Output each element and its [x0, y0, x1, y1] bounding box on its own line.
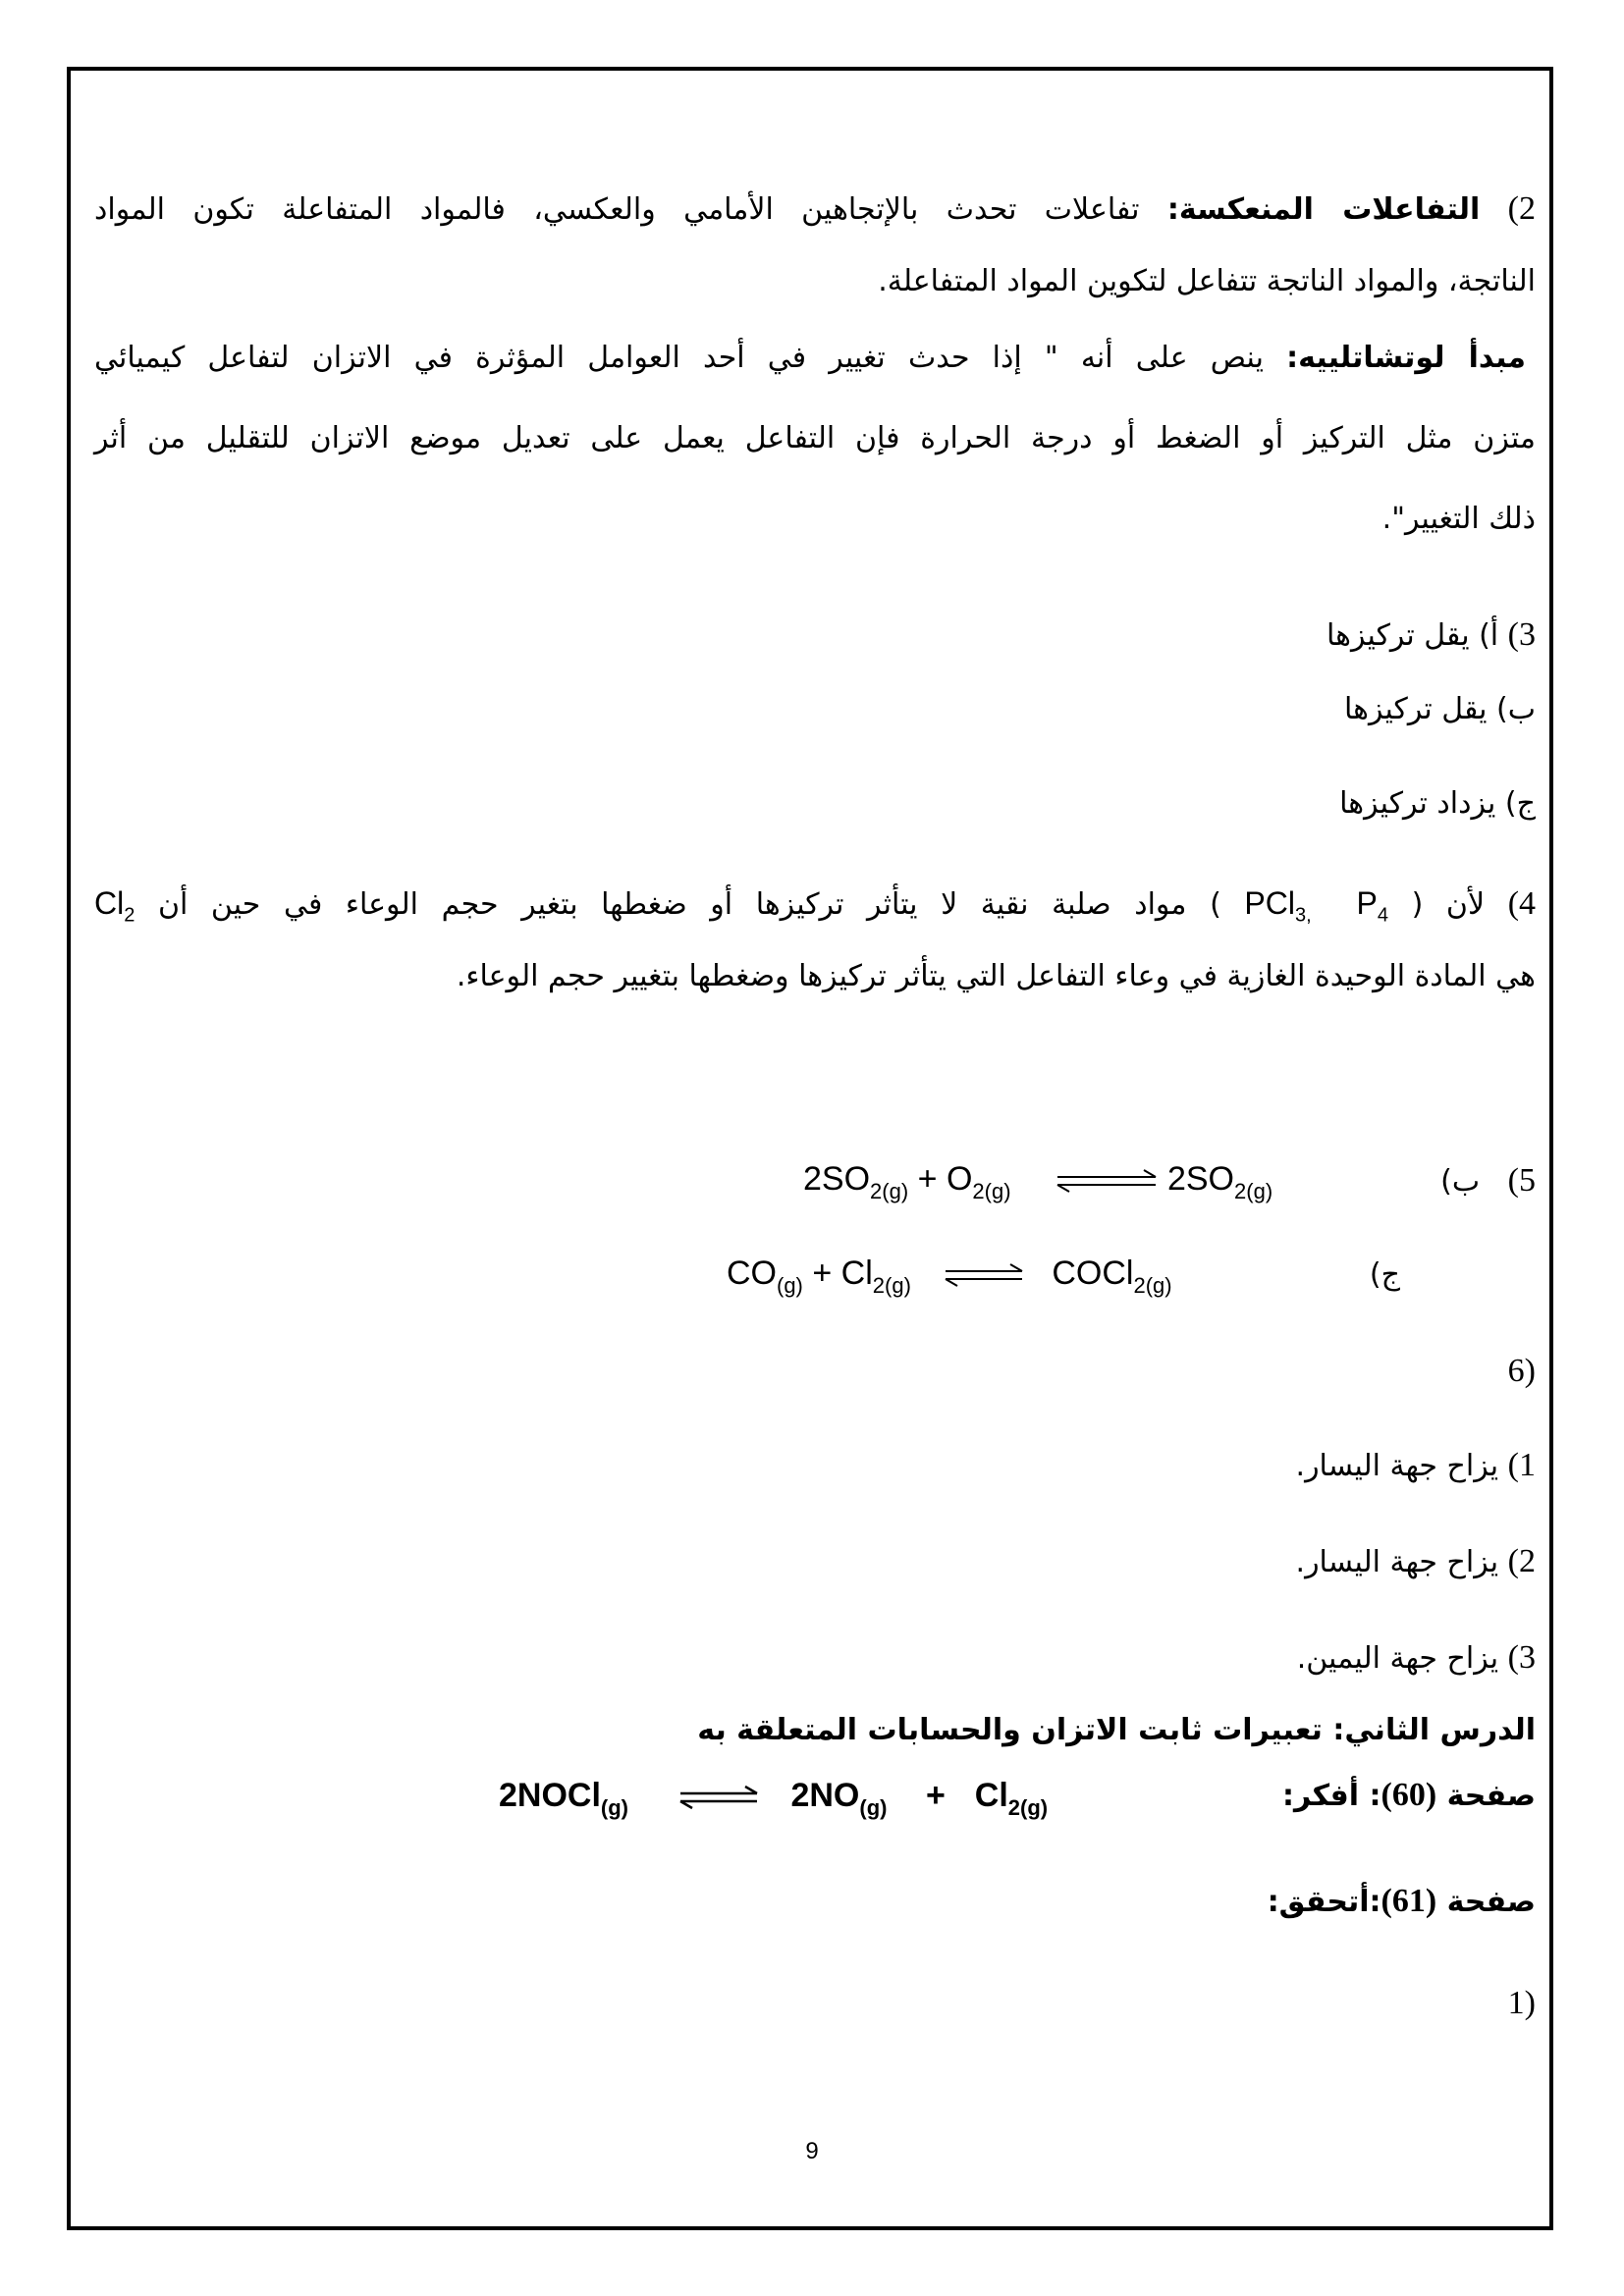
eq-product-2: Cl	[974, 1777, 1008, 1814]
lesson-2-title: الدرس الثاني: تعبيرات ثابت الاتزان والحسابات المتعلقة به	[697, 1713, 1536, 1747]
q3-a	[94, 618, 1536, 652]
q3-b: ب) يقل تركيزها	[1343, 692, 1536, 726]
eq-product-1-state: (g)	[859, 1795, 888, 1820]
principle-text-1: ينص على أنه " إذا حدث تغيير في أحد العوامل المؤثرة في الاتزان لتفاعل كيميائي	[94, 341, 1264, 375]
eq-reactant-2: O	[946, 1160, 973, 1198]
eq-product-1: COCl	[1052, 1255, 1134, 1292]
equilibrium-arrow-icon	[677, 1785, 761, 1810]
item-number: 4)	[1507, 885, 1537, 922]
eq-product-1-state: 2(g)	[1234, 1179, 1273, 1203]
formula-pcl-sub: 3,	[1294, 904, 1312, 927]
q6-item-1	[94, 1449, 1536, 1482]
q4-line-2: هي المادة الوحيدة الغازية في وعاء التفاعل التي يتأثر تركيزها وضغطها بتغيير حجم الوعاء.	[456, 959, 1536, 993]
item-number: 2)	[1507, 190, 1536, 227]
term-le-chatelier: مبدأ لوتشاتلييه:	[1286, 341, 1526, 375]
eq-reactant-1-state: (g)	[600, 1795, 629, 1820]
eq-reactant-2-state: 2(g)	[972, 1179, 1011, 1203]
formula-cl2	[94, 885, 135, 927]
q5-b-label	[1355, 1164, 1536, 1198]
equilibrium-arrow-icon	[942, 1262, 1026, 1288]
reversible-reactions-line-1	[94, 192, 1536, 226]
eq-reactant-2-state: 2(g)	[872, 1273, 911, 1298]
formula-p: P	[1356, 885, 1378, 921]
item-number: 5)	[1507, 1162, 1536, 1199]
q4-mid: ) مواد صلبة نقية لا يتأثر تركيزها أو ضغطها بتغير حجم الوعاء في حين أن	[157, 887, 1221, 922]
q4-line-1	[94, 887, 1536, 925]
eq-plus: +	[925, 1777, 946, 1814]
term-reversible-reactions: التفاعلات المنعكسة:	[1166, 192, 1481, 227]
eq-reactant-1-state: (g)	[777, 1273, 803, 1298]
eq-product-1: 2NO	[790, 1777, 860, 1814]
q6-item-2	[94, 1545, 1536, 1578]
formula-pcl: PCl	[1244, 885, 1295, 921]
page-60-number: (60)	[1380, 1777, 1437, 1813]
eq-plus: +	[812, 1255, 833, 1292]
q6-item-1-text: يزاح جهة اليسار.	[1295, 1449, 1499, 1483]
formula-cl: Cl	[94, 885, 125, 921]
principle-line-3: ذلك التغيير".	[1381, 502, 1536, 536]
formula-p-sub: 4	[1377, 904, 1389, 927]
q5-c-label: ج)	[1369, 1257, 1400, 1292]
eq-product-1-state: 2(g)	[1133, 1273, 1172, 1298]
principle-line-1	[94, 341, 1526, 375]
q6-label: (6	[1507, 1353, 1536, 1389]
item-number: 2)	[1507, 1543, 1536, 1579]
equation-cocl2	[727, 1255, 1172, 1298]
page-60-suffix: : أفكر:	[1282, 1779, 1381, 1813]
eq-product-1: 2SO	[1166, 1160, 1235, 1198]
eq-plus: +	[917, 1160, 938, 1198]
q6-item-3	[94, 1641, 1536, 1675]
item-number: 3)	[1507, 616, 1536, 653]
eq-reactant-1: 2NOCl	[499, 1777, 601, 1814]
page-61-number: (61)	[1380, 1883, 1437, 1919]
eq-reactant-1: CO	[727, 1255, 777, 1292]
page-61-item-1: (1	[1507, 1985, 1536, 2021]
item-number: 3)	[1507, 1639, 1536, 1676]
q5-b-letter: ب)	[1440, 1164, 1481, 1199]
reversible-reactions-line-2: الناتجة، والمواد الناتجة تتفاعل لتكوين المواد المتفاعلة.	[878, 264, 1536, 298]
q6-item-3-text: يزاح جهة اليمين.	[1296, 1641, 1499, 1676]
page-60-prefix: صفحة	[1446, 1779, 1536, 1813]
formula-p4-pcl3	[1244, 885, 1389, 927]
equation-so2	[803, 1160, 1273, 1203]
item-number: 1)	[1507, 1447, 1536, 1483]
definition-text: تفاعلات تحدث بالإتجاهين الأمامي والعكسي، فالمواد المتفاعلة تكون المواد	[94, 192, 1140, 227]
equilibrium-arrow-icon	[1054, 1168, 1162, 1194]
page-61-suffix: :أتحقق:	[1267, 1885, 1381, 1919]
q3-a-text: أ) يقل تركيزها	[1326, 618, 1499, 653]
page-number: 9	[805, 2138, 819, 2164]
eq-product-2-state: 2(g)	[1007, 1795, 1049, 1820]
eq-reactant-1: 2SO	[803, 1160, 871, 1198]
q3-c: ج) يزداد تركيزها	[1339, 786, 1536, 821]
formula-cl-sub: 2	[124, 904, 135, 927]
page-60-heading	[1218, 1779, 1536, 1812]
page-61-heading	[94, 1885, 1536, 1918]
eq-reactant-1-state: 2(g)	[870, 1179, 909, 1203]
principle-line-2: متزن مثل التركيز أو الضغط أو درجة الحرارة فإن التفاعل يعمل على تعديل موضع الاتزان للتقليل من أثر	[94, 421, 1536, 455]
q4-prefix: لأن (	[1411, 887, 1486, 922]
equation-nocl	[499, 1777, 1049, 1820]
eq-reactant-2: Cl	[840, 1255, 873, 1292]
q6-item-2-text: يزاح جهة اليسار.	[1295, 1545, 1499, 1579]
page-61-prefix: صفحة	[1446, 1885, 1536, 1919]
